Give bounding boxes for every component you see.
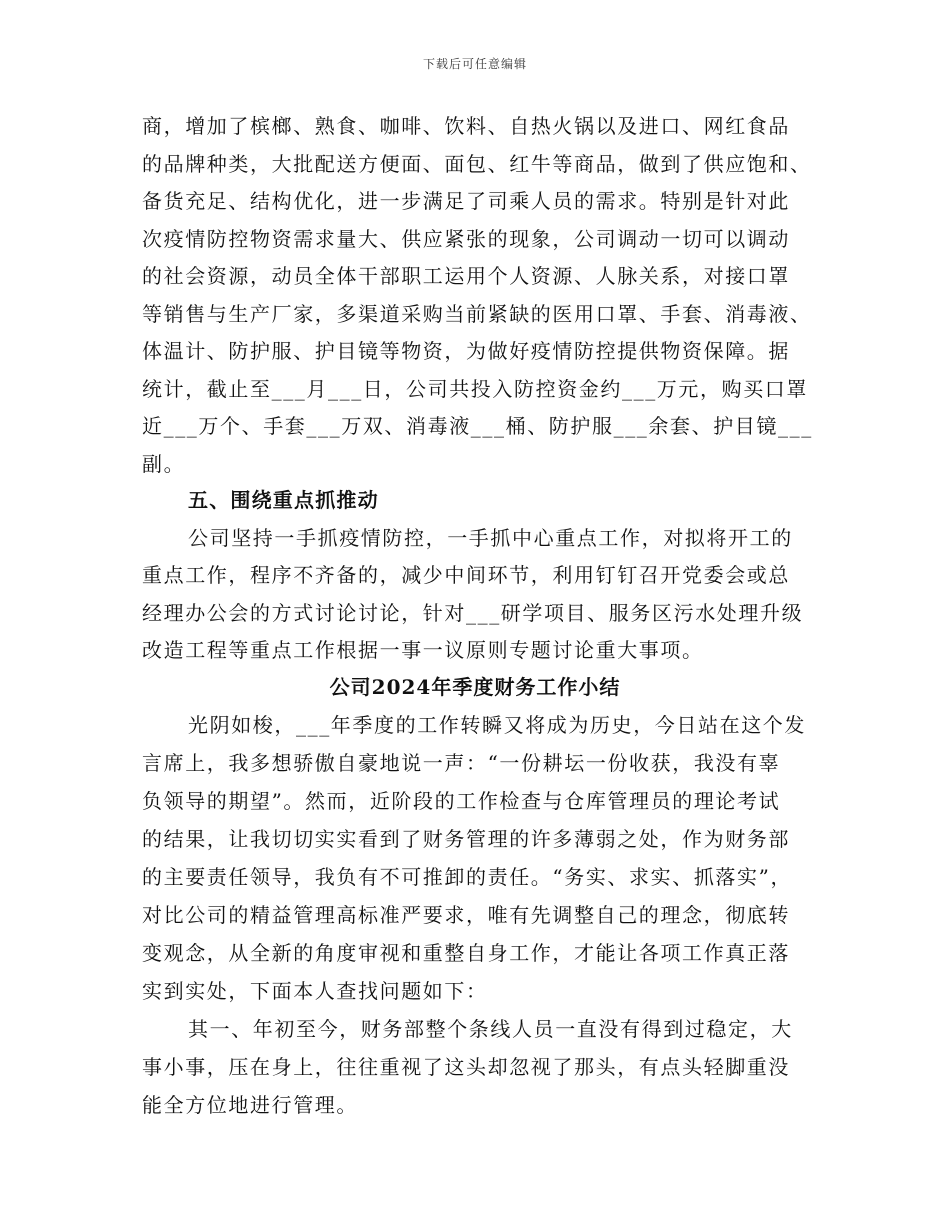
body-line: 体温计、防护服、护目镜等物资，为做好疫情防控提供物资保障。据 — [142, 339, 790, 363]
body-line: 备货充足、结构优化，进一步满足了司乘人员的需求。特别是针对此 — [142, 189, 790, 213]
body-line: 经理办公会的方式讨论讨论，针对___研学项目、服务区污水处理升级 — [142, 601, 804, 625]
body-line: 变观念，从全新的角度审视和重整自身工作，才能让各项工作真正落 — [142, 941, 790, 965]
body-line: 的社会资源，动员全体干部职工运用个人资源、人脉关系，对接口罩 — [142, 264, 790, 288]
body-line: 统计，截止至___月___日，公司共投入防控资金约___万元，购买口罩 — [142, 377, 808, 401]
body-line: 实到实处，下面本人查找问题如下： — [142, 979, 488, 1003]
body-line: 副。 — [142, 452, 186, 476]
body-line: 对比公司的精益管理高标准严要求，唯有先调整自己的理念，彻底转 — [142, 903, 790, 927]
body-line: 光阴如梭，___年季度的工作转瞬又将成为历史，今日站在这个发 — [188, 713, 806, 737]
body-line: 能全方位地进行管理。 — [142, 1093, 358, 1117]
body-line: 公司坚持一手抓疫情防控，一手抓中心重点工作，对拟将开工的 — [188, 526, 793, 550]
body-line: 改造工程等重点工作根据一事一议原则专题讨论重大事项。 — [142, 638, 704, 662]
body-line: 近___万个、手套___万双、消毒液___桶、防护服___余套、护目镜___ — [142, 414, 813, 438]
body-line: 的结果，让我切切实实看到了财务管理的许多薄弱之处，作为财务部 — [142, 827, 790, 851]
body-line: 的主要责任领导，我负有不可推卸的责任。“务实、求实、抓落实”， — [142, 865, 793, 889]
body-line: 次疫情防控物资需求量大、供应紧张的现象，公司调动一切可以调动 — [142, 227, 790, 251]
body-line: 其一、年初至今，财务部整个条线人员一直没有得到过稳定，大 — [188, 1017, 793, 1041]
body-line: 商，增加了槟榔、熟食、咖啡、饮料、自热火锅以及进口、网红食品 — [142, 114, 790, 138]
body-line: 言席上，我多想骄傲自豪地说一声：“一份耕坛一份收获，我没有辜 — [142, 751, 781, 775]
body-line: 重点工作，程序不齐备的，减少中间环节，利用钉钉召开党委会或总 — [142, 563, 790, 587]
body-line: 事小事，压在身上，往往重视了这头却忽视了那头，有点头轻脚重没 — [142, 1055, 790, 1079]
report-title: 公司2024年季度财务工作小结 — [329, 675, 621, 699]
body-line: 等销售与生产厂家，多渠道采购当前紧缺的医用口罩、手套、消毒液、 — [142, 302, 812, 326]
body-line: 的品牌种类，大批配送方便面、面包、红牛等商品，做到了供应饱和、 — [142, 152, 812, 176]
body-line: 负领导的期望”。然而，近阶段的工作检查与仓库管理员的理论考试 — [142, 789, 781, 813]
section-heading: 五、围绕重点抓推动 — [188, 488, 379, 512]
header-note: 下载后可任意编辑 — [422, 57, 527, 71]
